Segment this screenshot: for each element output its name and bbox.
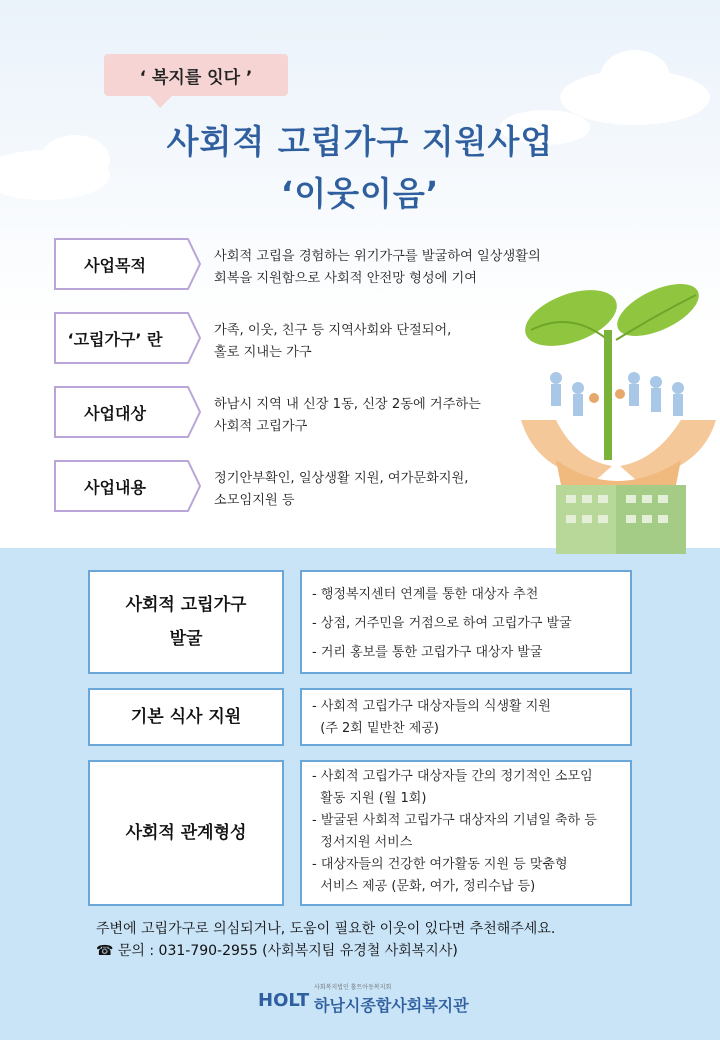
desc-line: 홀로 지내는 가구: [214, 345, 312, 360]
desc-line: 소모임지원 등: [214, 493, 295, 508]
organization-logo: [258, 982, 478, 1022]
program-detail: 정서지원 서비스: [312, 835, 413, 850]
slogan-bubble: ‘ 복지를 잇다 ’: [104, 54, 288, 96]
desc-line: 사회적 고립을 경험하는 위기가구를 발굴하여 일상생활의: [214, 249, 541, 264]
holt-logo-icon: HOLT: [258, 990, 310, 1011]
info-tag-definition: [54, 312, 178, 368]
program-title-line: 기본 식사 지원: [130, 707, 242, 727]
program-title-relationship: [88, 760, 284, 906]
program-title-meal: [88, 688, 284, 746]
program-detail: - 발굴된 사회적 고립가구 대상자의 기념일 축하 등: [312, 813, 597, 828]
program-detail: 서비스 제공 (문화, 여가, 정리수납 등): [312, 879, 536, 894]
tag-arrow-icon: [172, 386, 202, 438]
program-detail: 활동 지원 (월 1회): [312, 791, 427, 806]
desc-line: 사회적 고립가구: [214, 419, 308, 434]
info-desc-target: [214, 394, 564, 438]
program-title-line: 사회적 관계형성: [125, 823, 247, 843]
tag-label: 사업대상: [54, 386, 174, 438]
page-subtitle: ‘이웃이음’: [280, 174, 440, 213]
tag-arrow-icon: [172, 238, 202, 290]
info-tag-content: [54, 460, 178, 516]
program-details-relationship: [300, 760, 632, 906]
recommend-text: 주변에 고립가구로 의심되거나, 도움이 필요한 이웃이 있다면 추천해주세요.: [96, 921, 556, 937]
program-detail: - 사회적 고립가구 대상자들 간의 정기적인 소모임: [312, 769, 593, 784]
desc-line: 정기안부확인, 일상생활 지원, 여가문화지원,: [214, 471, 469, 486]
logo-org-name: 사회복지법인 홀트아동복지회: [314, 984, 392, 991]
program-detail: - 대상자들의 건강한 여가활동 지원 등 맞춤형: [312, 857, 568, 872]
info-desc-purpose: [214, 246, 564, 290]
tag-arrow-icon: [172, 460, 202, 512]
sprout-hands-illustration: [516, 270, 720, 554]
tag-label: 사업내용: [54, 460, 174, 512]
program-detail: (주 2회 밑반찬 제공): [312, 721, 439, 736]
info-tag-purpose: [54, 238, 178, 294]
tag-label: 사업목적: [54, 238, 174, 290]
program-details-meal: [300, 688, 632, 746]
program-title-line: 발굴: [169, 629, 203, 649]
desc-line: 하남시 지역 내 신장 1동, 신장 2동에 거주하는: [214, 397, 481, 412]
program-detail: - 거리 홍보를 통한 고립가구 대상자 발굴: [312, 645, 543, 660]
program-title-discovery: [88, 570, 284, 674]
info-desc-definition: [214, 320, 564, 364]
info-desc-content: [214, 468, 564, 512]
program-details-discovery: [300, 570, 632, 674]
program-detail: - 상점, 거주민을 거점으로 하여 고립가구 발굴: [312, 616, 572, 631]
program-title-line: 사회적 고립가구: [125, 595, 247, 615]
tag-arrow-icon: [172, 312, 202, 364]
page-title: 사회적 고립가구 지원사업: [166, 122, 554, 161]
logo-center-name: 하남시종합사회복지관: [314, 996, 469, 1015]
program-detail: - 사회적 고립가구 대상자들의 식생활 지원: [312, 699, 551, 714]
tag-label: ‘고립가구’ 란: [54, 312, 174, 364]
slogan-bubble-tail: [150, 96, 172, 108]
contact-text: ☎ 문의 : 031-790-2955 (사회복지팀 유경철 사회복지사): [96, 943, 458, 959]
program-detail: - 행정복지센터 연계를 통한 대상자 추천: [312, 587, 539, 602]
desc-line: 회복을 지원함으로 사회적 안전망 형성에 기여: [214, 271, 478, 286]
cloud-decoration: [600, 50, 670, 105]
info-tag-target: [54, 386, 178, 442]
desc-line: 가족, 이웃, 친구 등 지역사회와 단절되어,: [214, 323, 452, 338]
